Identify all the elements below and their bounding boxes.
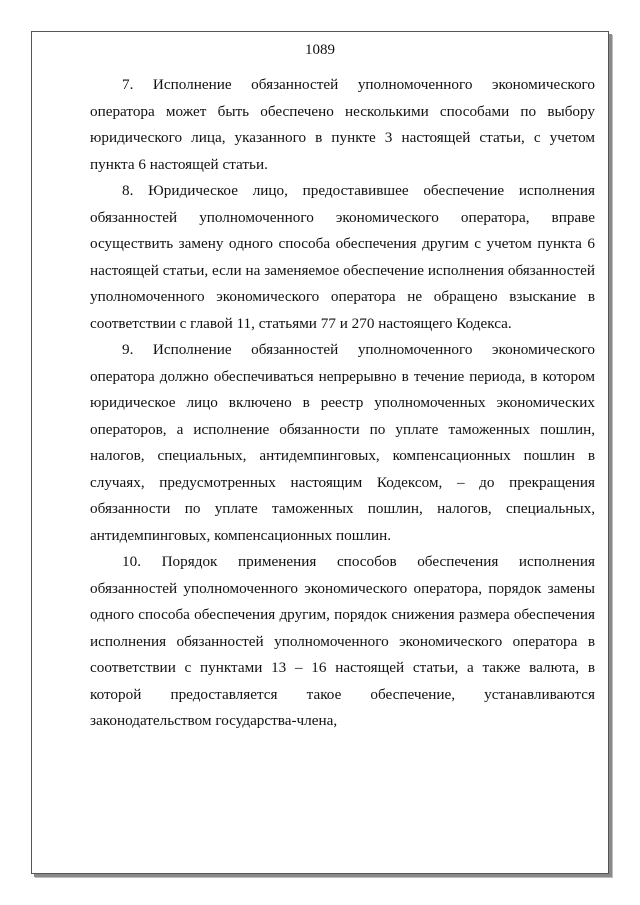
paragraph-item-9: 9. Исполнение обязанностей уполномоченного экономического оператора должно обеспечиваться непрерывно в течение периода, в котором юридическое лицо включено в реестр уполномоченных экономических операторов, а исполнение обязанности по уплате таможенных пошлин, налогов, специальных, антидемпинговых, компенсационных пошлин в случаях, предусмотренных настоящим Кодексом, – до прекращения обязанности по уплате таможенных пошлин, налогов, специальных, антидемпинговых, компенсационных пошлин.	[90, 341, 595, 544]
paragraph-item-7: 7. Исполнение обязанностей уполномоченного экономического оператора может быть обеспечено несколькими способами по выбору юридического лица, указанного в пункте 3 настоящей статьи, с учетом пункта 6 настоящей статьи.	[90, 76, 595, 173]
page-number: 1089	[305, 42, 335, 58]
paragraph-item-8: 8. Юридическое лицо, предоставившее обеспечение исполнения обязанностей уполномоченного экономического оператора, вправе осуществить замену одного способа обеспечения другим с учетом пункта 6 настоящей статьи, если на заменяемое обеспечение исполнения обязанностей уполномоченного экономического оператора не обращено взыскание в соответствии с главой 11, статьями 77 и 270 настоящего Кодекса.	[90, 182, 595, 332]
document-body	[90, 72, 595, 735]
document-page	[31, 31, 609, 874]
paragraph-item-10: 10. Порядок применения способов обеспечения исполнения обязанностей уполномоченного экономического оператора, порядок замены одного способа обеспечения другим, порядок снижения размера обеспечения исполнения обязанностей уполномоченного экономического оператора в соответствии с пунктами 13 – 16 настоящей статьи, а также валюта, в которой предоставляется такое обеспечение, устанавливаются законодательством государства-члена,	[90, 553, 595, 729]
